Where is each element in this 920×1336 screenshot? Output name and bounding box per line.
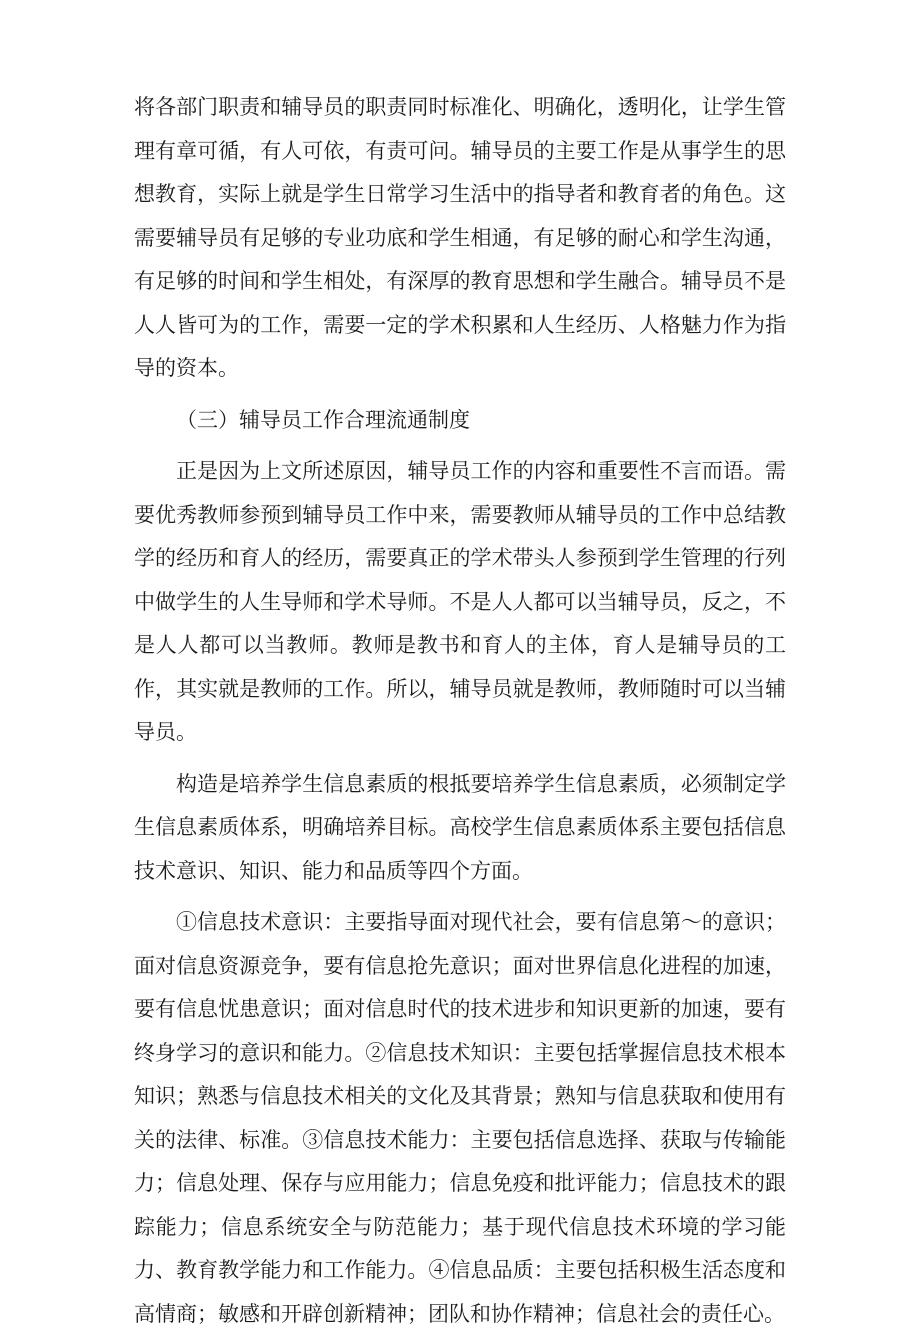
document-body bbox=[134, 86, 786, 1336]
paragraph-duties: 将各部门职责和辅导员的职责同时标准化、明确化，透明化，让学生管理有章可循，有人可依，有责可问。辅导员的主要工作是从事学生的思想教育，实际上就是学生日常学习生活中的指导者和教育者的角色。这需要辅导员有足够的专业功底和学生相通，有足够的耐心和学生沟通，有足够的时间和学生相处，有深厚的教育思想和学生融合。辅导员不是人人皆可为的工作，需要一定的学术积累和人生经历、人格魅力作为指导的资本。 bbox=[134, 95, 786, 380]
paragraph-information-literacy-components: ①信息技术意识：主要指导面对现代社会，要有信息第～的意识；面对信息资源竞争，要有信息抢先意识；面对世界信息化进程的加速，要有信息忧患意识；面对信息时代的技术进步和知识更新的加速，要有终身学习的意识和能力。②信息技术知识：主要包括掌握信息技术根本知识；熟悉与信息技术相关的文化及其背景；熟知与信息获取和使用有关的法律、标准。③信息技术能力：主要包括信息选择、获取与传输能力；信息处理、保存与应用能力；信息免疫和批评能力；信息技术的跟踪能力；信息系统安全与防范能力；基于现代信息技术环境的学习能力、教育教学能力和工作能力。④信息品质：主要包括积极生活态度和高情商；敏感和开辟创新精神；团队和协作精神；信息社会的责任心。 bbox=[134, 910, 786, 1326]
paragraph-teacher-participation: 正是因为上文所述原因，辅导员工作的内容和重要性不言而语。需要优秀教师参预到辅导员工作中来，需要教师从辅导员的工作中总结教学的经历和育人的经历，需要真正的学术带头人参预到学生管理的行列中做学生的人生导师和学术导师。不是人人都可以当辅导员，反之，不是人人都可以当教师。教师是教书和育人的主体，育人是辅导员的工作，其实就是教师的工作。所以，辅导员就是教师，教师随时可以当辅导员。 bbox=[134, 459, 786, 744]
paragraph-information-literacy-system: 构造是培养学生信息素质的根抵要培养学生信息素质，必须制定学生信息素质体系，明确培养目标。高校学生信息素质体系主要包括信息技术意识、知识、能力和品质等四个方面。 bbox=[134, 771, 786, 883]
section-heading-rotation-system: （三）辅导员工作合理流通制度 bbox=[176, 407, 470, 432]
